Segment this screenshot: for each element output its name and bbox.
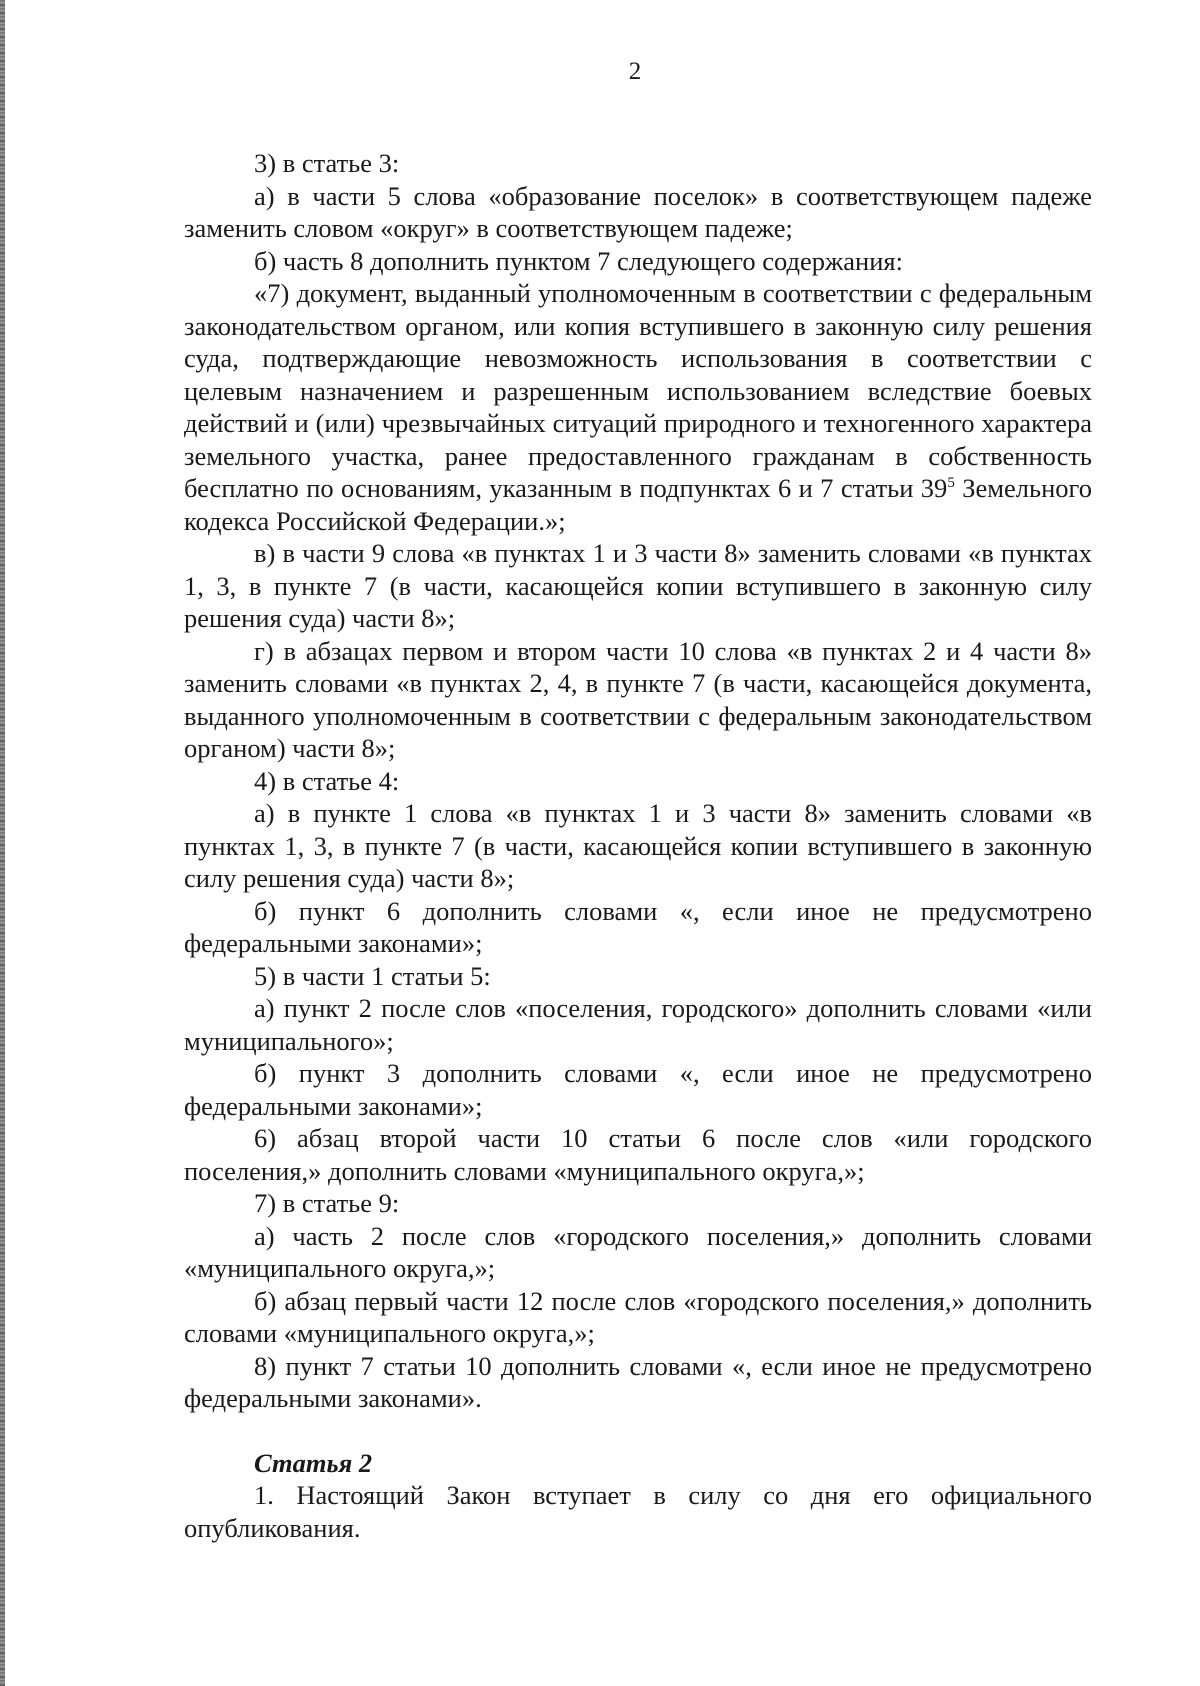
paragraph-item-4: 4) в статье 4: bbox=[254, 765, 400, 796]
document-body bbox=[184, 147, 1092, 1544]
paragraph-item-6: 6) абзац второй части 10 статьи 6 после слов «или городского поселения,» дополнить словами «муниципального округа,»; bbox=[184, 1123, 1092, 1186]
paragraph-item-7a: а) часть 2 после слов «городского поселения,» дополнить словами «муниципального округа,»; bbox=[184, 1220, 1092, 1283]
paragraph-item-4a: а) в пункте 1 слова «в пунктах 1 и 3 части 8» заменить словами «в пунктах 1, 3, в пункте 7 (в части, касающейся копии вступившего в законную силу решения суда) части 8»; bbox=[184, 798, 1092, 893]
paragraph-item-3b: б) часть 8 дополнить пунктом 7 следующего содержания: bbox=[254, 245, 903, 276]
quote-text: «7) документ, выданный уполномоченным в соответствии с федеральным законодательством органом, или копия вступившего в законную силу решения суда, подтверждающие невозможность использования в соответствии с целевым назначением и разрешенным использованием вследствие боевых действий и (или) чрезвычайных ситуаций природного и техногенного характера земельного участка, ранее предоставленного гражданам в собственность бесплатно по основаниям, указанным в подпунктах 6 и 7 статьи 39 bbox=[184, 278, 1092, 503]
paragraph-quote-7 bbox=[184, 277, 1092, 537]
quote-tail: Земельного кодекса Российской Федерации.»; bbox=[184, 473, 1092, 536]
article-heading: Статья 2 bbox=[254, 1447, 373, 1478]
superscript: 5 bbox=[947, 475, 955, 491]
paragraph-item-7: 7) в статье 9: bbox=[254, 1188, 400, 1218]
article-text: 1. Настоящий Закон вступает в силу со дня его официального опубликования. bbox=[184, 1480, 1092, 1543]
paragraph-item-5: 5) в части 1 статьи 5: bbox=[254, 960, 491, 991]
paragraph-item-7b: б) абзац первый части 12 после слов «городского поселения,» дополнить словами «муниципального округа,»; bbox=[184, 1285, 1092, 1348]
paragraph-item-5a: а) пункт 2 после слов «поселения, городского» дополнить словами «или муниципального»; bbox=[184, 993, 1092, 1056]
paragraph-item-3g: г) в абзацах первом и втором части 10 слова «в пунктах 2 и 4 части 8» заменить словами «в пунктах 2, 4, в пункте 7 (в части, касающейся документа, выданного уполномоченным в соответствии с федеральным законодательством органом) части 8»; bbox=[184, 635, 1092, 763]
paragraph-item-4b: б) пункт 6 дополнить словами «, если иное не предусмотрено федеральными законами»; bbox=[184, 895, 1092, 958]
paragraph-item-3: 3) в статье 3: bbox=[254, 148, 400, 178]
paragraph-item-8: 8) пункт 7 статьи 10 дополнить словами «, если иное не предусмотрено федеральными законами». bbox=[184, 1350, 1092, 1413]
page-number: 2 bbox=[628, 58, 642, 85]
paragraph-item-5b: б) пункт 3 дополнить словами «, если иное не предусмотрено федеральными законами»; bbox=[184, 1058, 1092, 1121]
scan-edge bbox=[0, 0, 5, 1686]
paragraph-item-3a: а) в части 5 слова «образование поселок» в соответствующем падеже заменить словом «округ» в соответствующем падеже; bbox=[184, 180, 1092, 243]
paragraph-item-3v: в) в части 9 слова «в пунктах 1 и 3 части 8» заменить словами «в пунктах 1, 3, в пункте 7 (в части, касающейся копии вступившего в законную силу решения суда) части 8»; bbox=[184, 538, 1092, 633]
